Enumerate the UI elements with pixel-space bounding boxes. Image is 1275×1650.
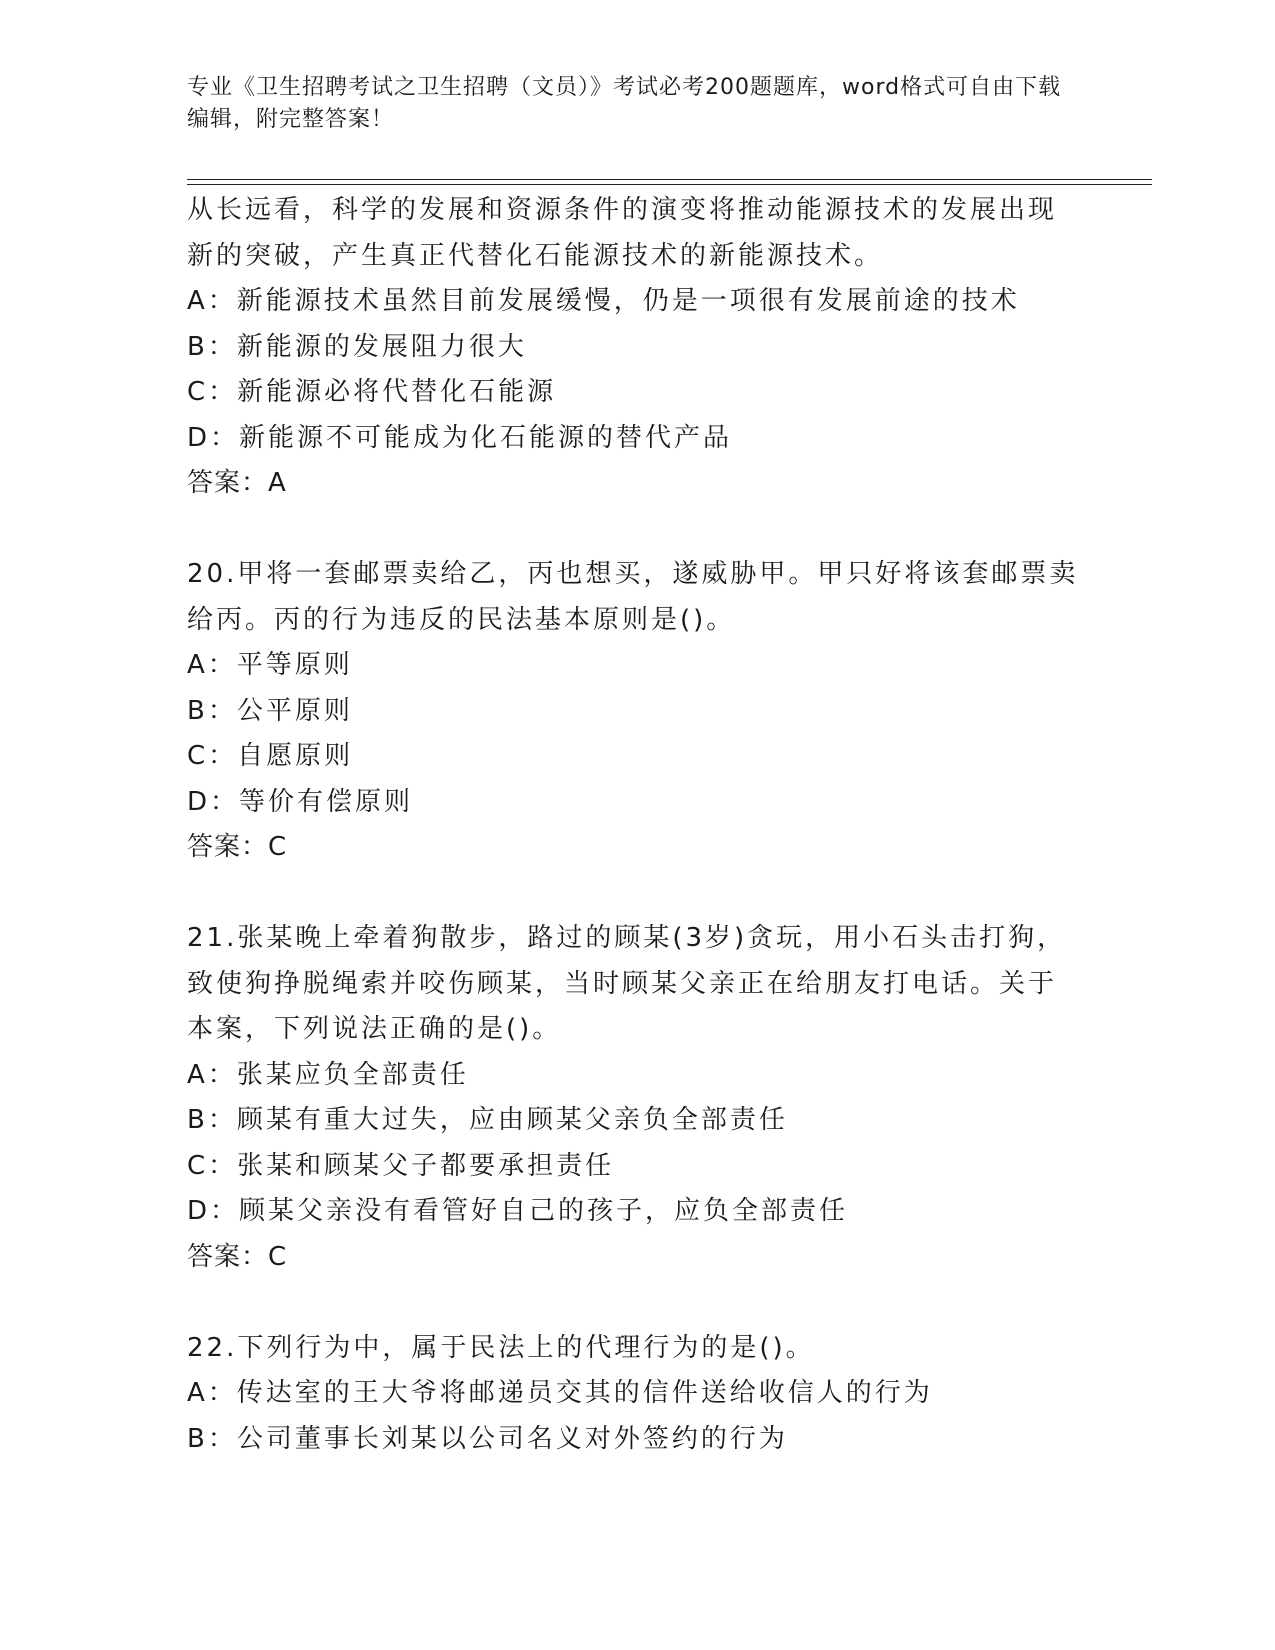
question-stem-line: 20.甲将一套邮票卖给乙，丙也想买，遂威胁甲。甲只好将该套邮票卖 <box>187 559 1079 589</box>
spacer <box>187 507 1087 553</box>
option-b: B：新能源的发展阻力很大 <box>187 331 527 362</box>
question-19 <box>187 188 1087 507</box>
option-c: C：张某和顾某父子都要承担责任 <box>187 1150 615 1181</box>
option-d: D：新能源不可能成为化石能源的替代产品 <box>187 422 733 453</box>
option-a: A：平等原则 <box>187 650 353 680</box>
question-20 <box>187 552 1087 871</box>
question-stem-line: 给丙。丙的行为违反的民法基本原则是()。 <box>187 604 736 635</box>
document-header <box>187 72 1067 136</box>
option-c: C：新能源必将代替化石能源 <box>187 377 557 407</box>
answer-line: 答案：C <box>187 1241 288 1272</box>
header-rule-bottom <box>187 184 1152 185</box>
question-stem-line: 致使狗挣脱绳索并咬伤顾某，当时顾某父亲正在给朋友打电话。关于 <box>187 968 1058 999</box>
question-stem-line: 21.张某晚上牵着狗散步，路过的顾某(3岁)贪玩，用小石头击打狗， <box>187 923 1067 953</box>
question-21 <box>187 916 1087 1280</box>
option-b: B：公平原则 <box>187 695 353 726</box>
option-a: A：新能源技术虽然目前发展缓慢，仍是一项很有发展前途的技术 <box>187 286 1020 316</box>
option-a: A：传达室的王大爷将邮递员交其的信件送给收信人的行为 <box>187 1378 933 1408</box>
spacer <box>187 871 1087 917</box>
question-22 <box>187 1326 1087 1463</box>
question-stem-line: 22.下列行为中，属于民法上的代理行为的是()。 <box>187 1332 815 1363</box>
option-d: D：等价有偿原则 <box>187 786 414 817</box>
question-stem-line: 从长远看，科学的发展和资源条件的演变将推动能源技术的发展出现 <box>187 195 1058 225</box>
option-b: B：顾某有重大过失，应由顾某父亲负全部责任 <box>187 1105 788 1135</box>
spacer <box>187 1280 1087 1326</box>
option-a: A：张某应负全部责任 <box>187 1059 469 1090</box>
answer-line: 答案：C <box>187 832 288 862</box>
option-d: D：顾某父亲没有看管好自己的孩子，应负全部责任 <box>187 1196 849 1226</box>
question-stem-line: 本案，下列说法正确的是()。 <box>187 1014 562 1044</box>
document-title: 专业《卫生招聘考试之卫生招聘（文员）》考试必考200题题库，word格式可自由下载编辑，附完整答案！ <box>187 75 1062 132</box>
option-c: C：自愿原则 <box>187 741 354 771</box>
document-body <box>187 188 1087 1462</box>
question-stem-line: 新的突破，产生真正代替化石能源技术的新能源技术。 <box>187 240 884 271</box>
answer-line: 答案：A <box>187 468 287 498</box>
header-rule-top <box>187 179 1152 180</box>
option-b: B：公司董事长刘某以公司名义对外签约的行为 <box>187 1423 788 1454</box>
